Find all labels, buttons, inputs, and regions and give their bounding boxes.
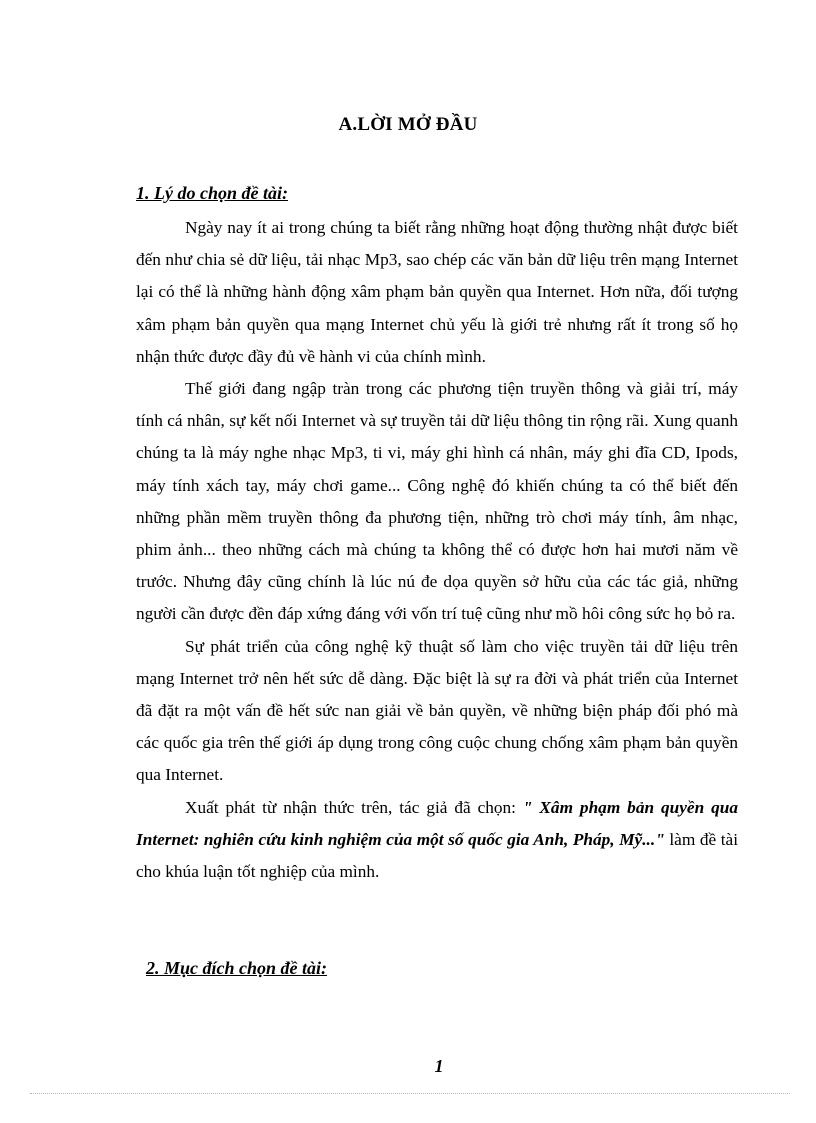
document-title: A.LỜI MỞ ĐẦU <box>338 114 478 135</box>
paragraph-4-ending: làm đề tài cho khúa luận tốt nghiệp của mình. <box>136 829 738 882</box>
section-heading-reason: 1. Lý do chọn đề tài: <box>136 183 288 203</box>
thesis-topic-emphasis: " Xâm phạm bản quyền qua Internet: nghiên cứu kinh nghiệm của một số quốc gia Anh, Pháp, Mỹ..." <box>136 797 738 849</box>
section-heading-purpose: 2. Mục đích chọn đề tài: <box>146 958 328 978</box>
paragraph-4 <box>136 792 738 889</box>
paragraph-2: Thế giới đang ngập tràn trong các phương tiện truyền thông và giải trí, máy tính cá nhân, sự kết nối Internet và sự truyền tải dữ liệu thông tin rộng rãi. Xung quanh chúng ta là máy nghe nhạc Mp3, ti vi, máy ghi hình cá nhân, máy ghi đĩa CD, Ipods, máy tính xách tay, máy chơi game... Công nghệ đó khiến chúng ta có thể biết đến những phần mềm truyền thông đa phương tiện, những trò chơi máy tính, âm nhạc, phim ảnh... theo những cách mà chúng ta không thể có được hơn hai mươi năm về trước. Nhưng đây cũng chính là lúc nú đe dọa quyền sở hữu của các tác giả, những người cần được đền đáp xứng đáng với vốn trí tuệ cũng như mồ hôi công sức họ bỏ ra. <box>136 379 738 624</box>
paragraph-1: Ngày nay ít ai trong chúng ta biết rằng những hoạt động thường nhật được biết đến như chia sẻ dữ liệu, tải nhạc Mp3, sao chép các văn bản dữ liệu trên mạng Internet lại có thể là những hành động xâm phạm bản quyền qua Internet. Hơn nữa, đối tượng xâm phạm bản quyền qua mạng Internet chủ yếu là giới trẻ nhưng rất ít trong số họ nhận thức được đầy đủ về hành vi của chính mình. <box>136 218 738 366</box>
paragraph-4-intro: Xuất phát từ nhận thức trên, tác giả đã chọn: <box>185 797 523 817</box>
footer-divider <box>30 1093 790 1094</box>
page-number: 1 <box>434 1056 444 1076</box>
paragraph-3: Sự phát triển của công nghệ kỹ thuật số làm cho việc truyền tải dữ liệu trên mạng Internet trở nên hết sức dễ dàng. Đặc biệt là sự ra đời và phát triển của Internet đã đặt ra một vấn đề hết sức nan giải về bản quyền, về những biện pháp đối phó mà các quốc gia trên thế giới áp dụng trong công cuộc chung chống xâm phạm bản quyền qua Internet. <box>136 636 738 785</box>
body-text <box>136 212 738 888</box>
